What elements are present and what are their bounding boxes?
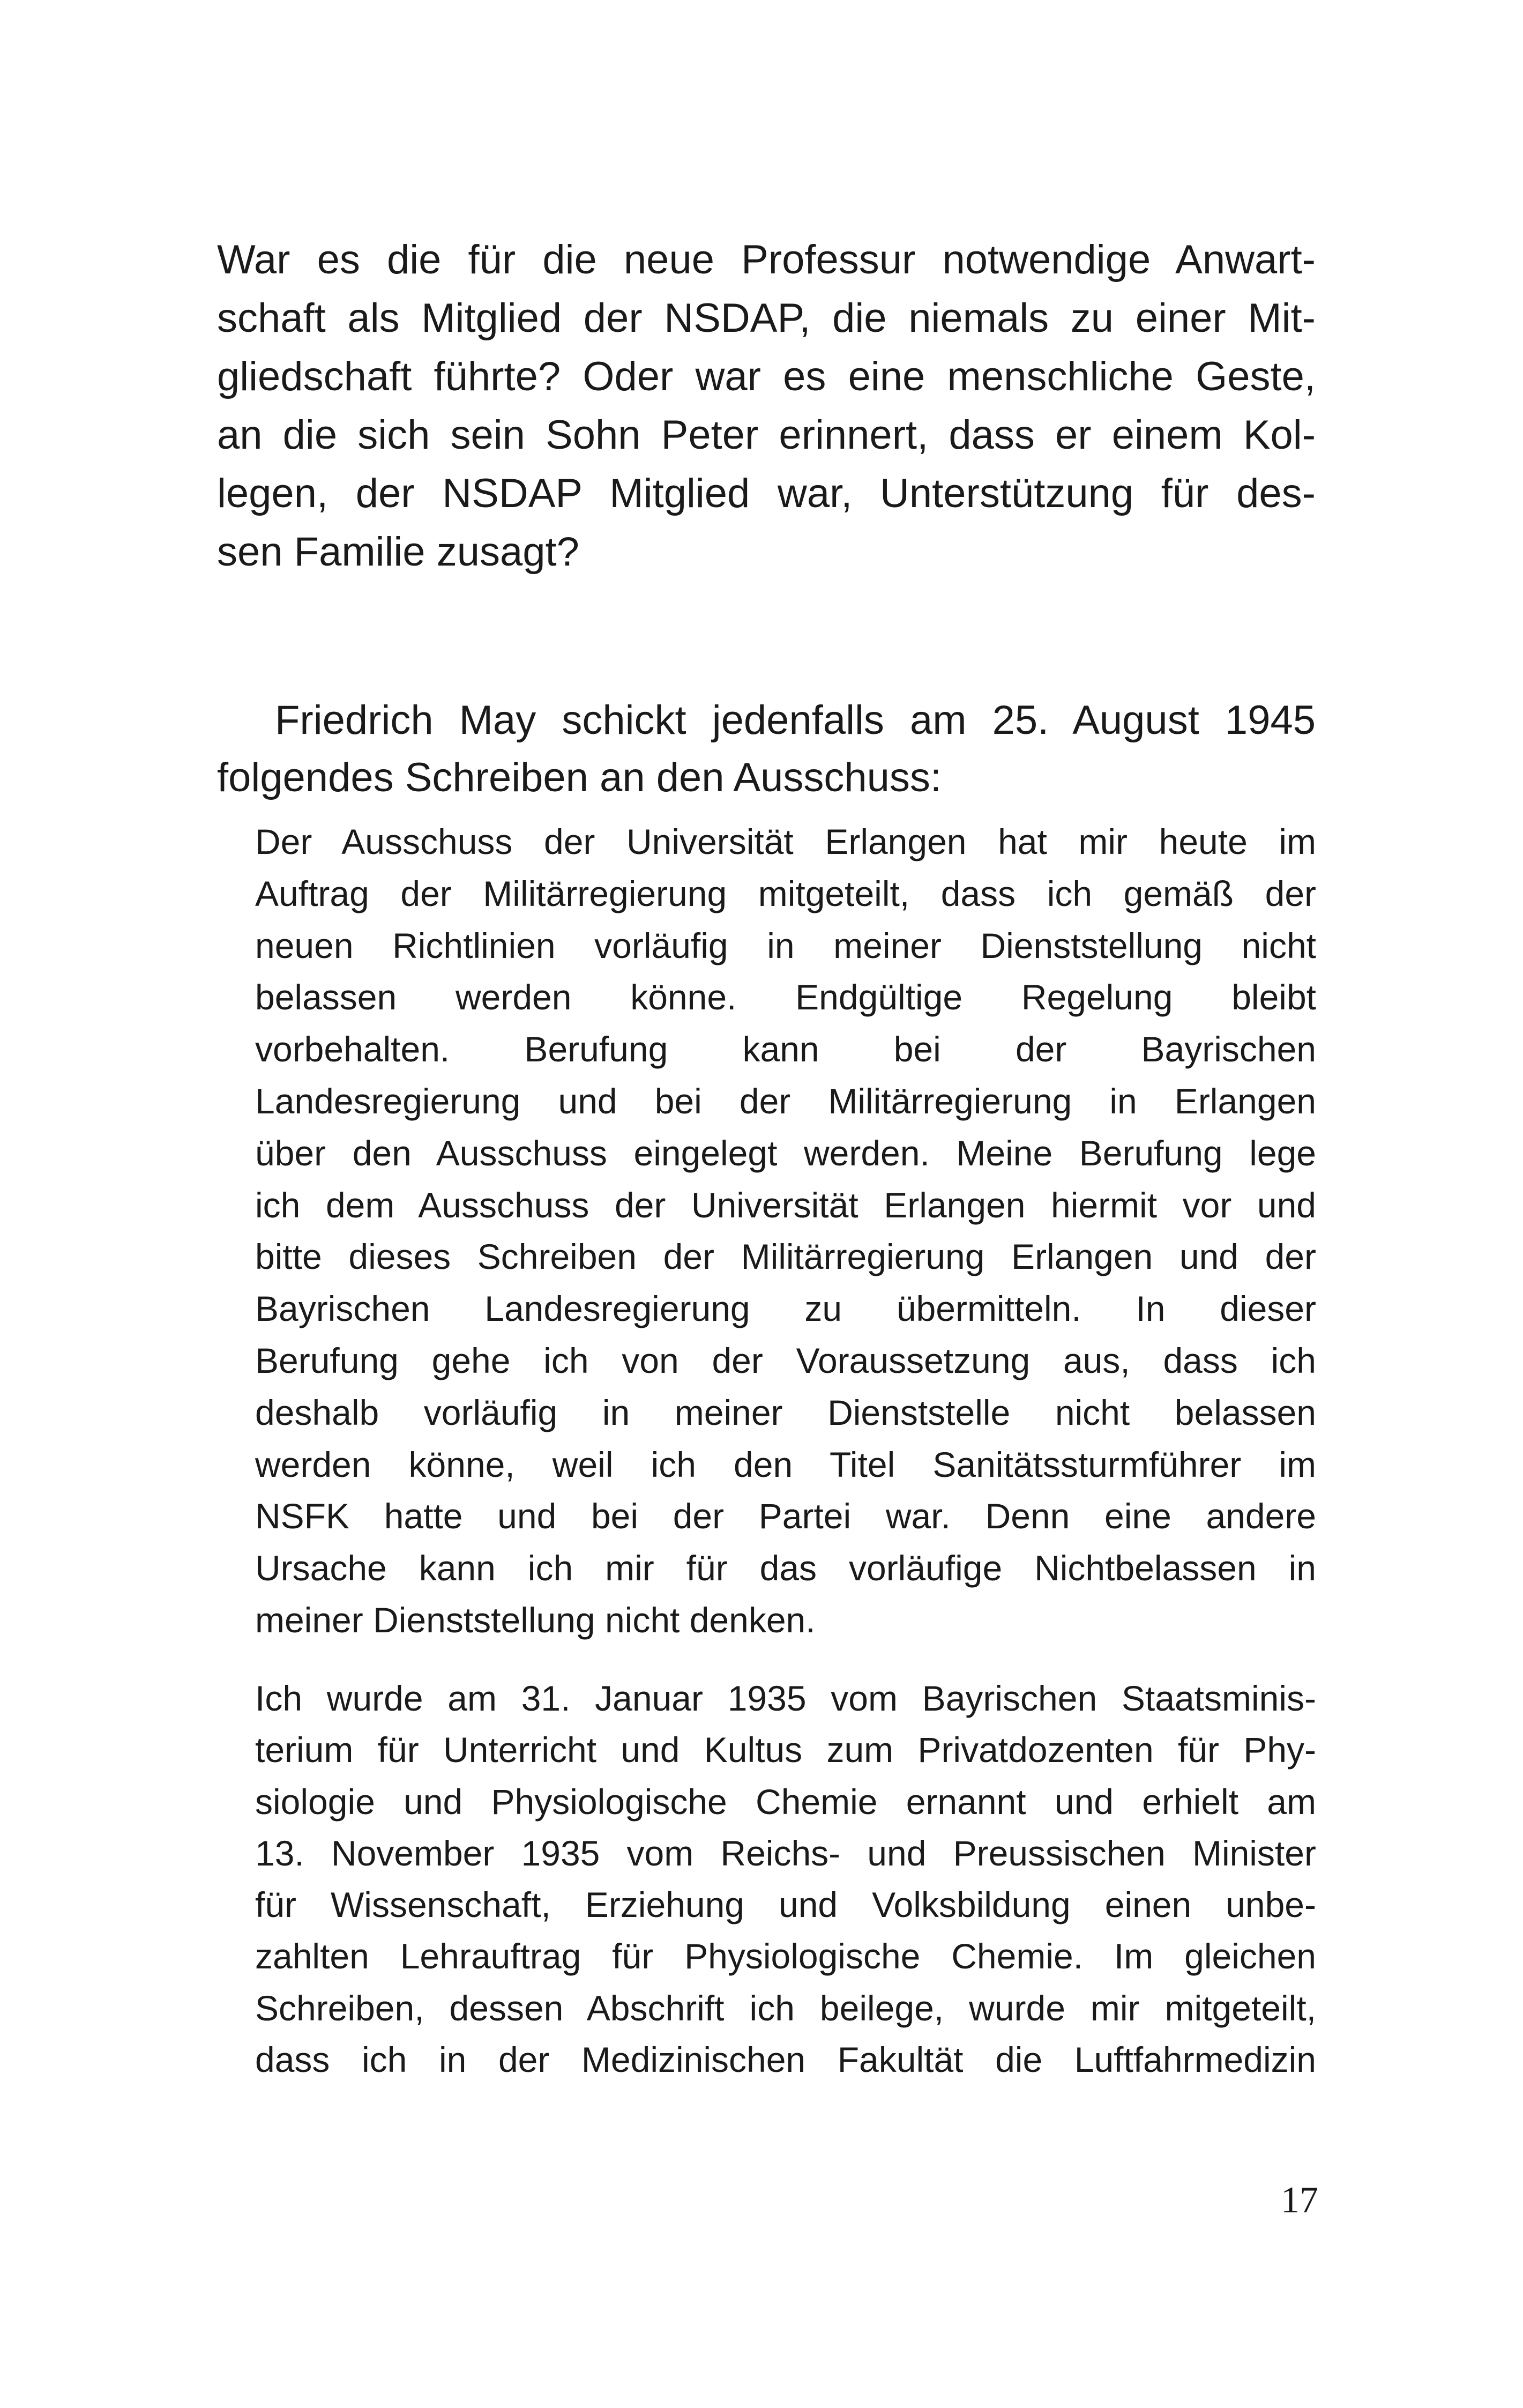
text-line: dass ich in der Medizinischen Fakultät die Luftfahrmedizin: [255, 2040, 1316, 2080]
text-line: War es die für die neue Professur notwendige Anwart-: [217, 237, 1316, 283]
text-line: belassen werden könne. Endgültige Regelung bleibt: [255, 977, 1316, 1017]
text-line: Friedrich May schickt jedenfalls am 25. August 1945: [275, 697, 1316, 743]
text-line: Ich wurde am 31. Januar 1935 vom Bayrischen Staatsminis-: [255, 1678, 1316, 1718]
text-line: meiner Dienststellung nicht denken.: [255, 1600, 816, 1640]
text-line: Ursache kann ich mir für das vorläufige Nichtbelassen in: [255, 1548, 1316, 1588]
text-line: Schreiben, dessen Abschrift ich beilege, wurde mir mitgeteilt,: [255, 1988, 1316, 2028]
text-line: neuen Richtlinien vorläufig in meiner Dienststellung nicht: [255, 925, 1316, 965]
text-line: sen Familie zusagt?: [217, 529, 579, 575]
text-line: siologie und Physiologische Chemie ernannt und erhielt am: [255, 1781, 1316, 1822]
text-line: Berufung gehe ich von der Voraussetzung aus, dass ich: [255, 1340, 1316, 1380]
letter-quote-paragraph-2: [255, 1673, 1316, 2085]
text-line: vorbehalten. Berufung kann bei der Bayrischen: [255, 1029, 1316, 1069]
text-line: terium für Unterricht und Kultus zum Privatdozenten für Phy-: [255, 1730, 1316, 1770]
text-line: an die sich sein Sohn Peter erinnert, dass er einem Kol-: [217, 412, 1316, 458]
text-line: zahlten Lehrauftrag für Physiologische Chemie. Im gleichen: [255, 1936, 1316, 1976]
text-line: 13. November 1935 vom Reichs- und Preussischen Minister: [255, 1833, 1316, 1873]
text-line: werden könne, weil ich den Titel Sanitätssturmführer im: [255, 1444, 1316, 1484]
text-line: über den Ausschuss eingelegt werden. Meine Berufung lege: [255, 1133, 1316, 1173]
intro-paragraph: [217, 231, 1316, 581]
text-line: schaft als Mitglied der NSDAP, die niemals zu einer Mit-: [217, 295, 1316, 341]
text-line: gliedschaft führte? Oder war es eine menschliche Geste,: [217, 354, 1316, 399]
page-number: 17: [1281, 2180, 1318, 2221]
text-line: deshalb vorläufig in meiner Dienststelle nicht belassen: [255, 1392, 1316, 1432]
letter-quote-paragraph-1: [255, 816, 1316, 1646]
text-line: Landesregierung und bei der Militärregierung in Erlangen: [255, 1081, 1316, 1121]
text-line: für Wissenschaft, Erziehung und Volksbildung einen unbe-: [255, 1885, 1316, 1925]
transition-paragraph: [217, 692, 1316, 806]
text-line: legen, der NSDAP Mitglied war, Unterstützung für des-: [217, 471, 1316, 516]
text-line: bitte dieses Schreiben der Militärregierung Erlangen und der: [255, 1237, 1316, 1277]
text-line: Bayrischen Landesregierung zu übermitteln. In dieser: [255, 1289, 1316, 1329]
text-line: NSFK hatte und bei der Partei war. Denn eine andere: [255, 1496, 1316, 1536]
text-line: folgendes Schreiben an den Ausschuss:: [217, 755, 942, 800]
text-line: Auftrag der Militärregierung mitgeteilt, dass ich gemäß der: [255, 873, 1316, 913]
text-line: ich dem Ausschuss der Universität Erlangen hiermit vor und: [255, 1185, 1316, 1225]
text-line: Der Ausschuss der Universität Erlangen hat mir heute im: [255, 822, 1316, 861]
